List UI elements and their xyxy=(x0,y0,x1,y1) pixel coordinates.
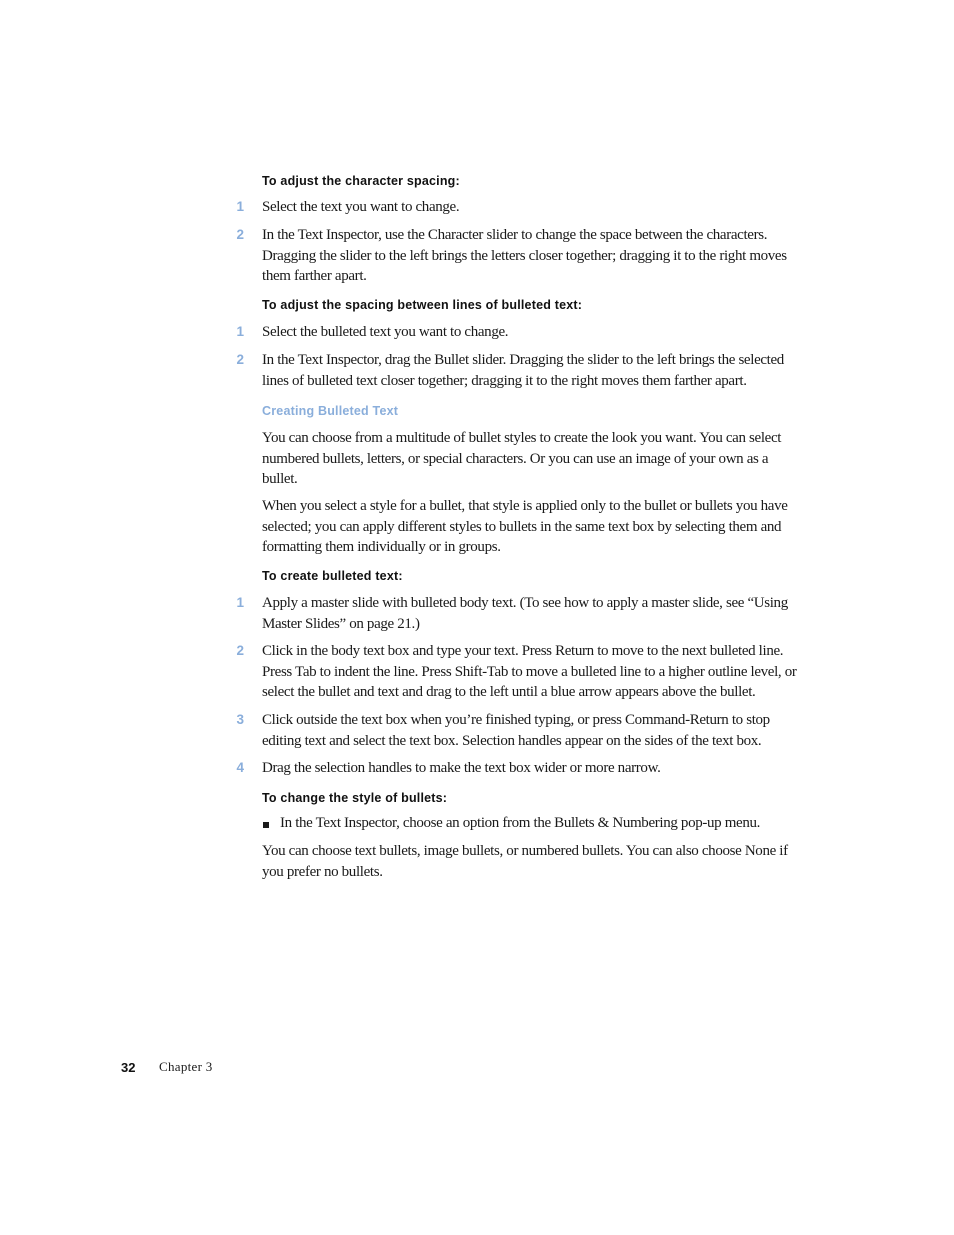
bullet-item-text: In the Text Inspector, choose an option from the Bullets & Numbering pop-up menu. xyxy=(280,815,761,831)
step-number: 2 xyxy=(236,227,244,242)
heading-character-spacing: To adjust the character spacing: xyxy=(262,174,460,188)
section-title-creating-bulleted-text: Creating Bulleted Text xyxy=(262,404,399,418)
paragraph: When you select a style for a bullet, that style is applied only to the bullet or bullets you have selected; you can apply different styles to bullets in the same text box by selecting them and formatting them individually or in groups. xyxy=(262,498,788,555)
step-text: Select the text you want to change. xyxy=(262,199,460,215)
heading-create-bulleted-text: To create bulleted text: xyxy=(262,569,403,583)
square-bullet-icon xyxy=(263,822,269,828)
step-number: 1 xyxy=(236,595,244,610)
step-number: 2 xyxy=(236,352,244,367)
step-text: Apply a master slide with bulleted body text. (To see how to apply a master slide, see “Using Master Slides” on page 21.) xyxy=(262,595,788,632)
step-text: Click outside the text box when you’re finished typing, or press Command-Return to stop editing text and select the text box. Selection handles appear on the sides of the text box. xyxy=(262,712,770,749)
step-number: 1 xyxy=(236,199,244,214)
heading-line-spacing: To adjust the spacing between lines of bulleted text: xyxy=(262,298,583,312)
page-number: 32 xyxy=(121,1060,136,1075)
step-number: 3 xyxy=(236,712,244,727)
step-number: 4 xyxy=(236,760,244,775)
step-text: In the Text Inspector, use the Character slider to change the space between the characters. Dragging the slider to the left brings the letters closer together; dragging it to the right moves them farther apart. xyxy=(262,227,787,284)
step-number: 1 xyxy=(236,324,244,339)
step-text: Click in the body text box and type your text. Press Return to move to the next bulleted line. Press Tab to indent the line. Press Shift-Tab to move a bulleted line to a higher outline level, or select the bullet and text and drag to the left until a blue arrow appears above the bullet. xyxy=(262,643,797,700)
step-text: In the Text Inspector, drag the Bullet slider. Dragging the slider to the left brings the selected lines of bulleted text closer together; dragging it to the right moves them farther apart. xyxy=(262,352,784,389)
paragraph: You can choose from a multitude of bullet styles to create the look you want. You can select numbered bullets, letters, or special characters. Or you can use an image of your own as a bullet. xyxy=(262,430,782,487)
heading-change-bullet-style: To change the style of bullets: xyxy=(262,791,448,805)
step-number: 2 xyxy=(236,643,244,658)
step-text: Drag the selection handles to make the text box wider or more narrow. xyxy=(262,760,661,776)
chapter-label: Chapter 3 xyxy=(159,1059,213,1074)
paragraph: You can choose text bullets, image bullets, or numbered bullets. You can also choose None if you prefer no bullets. xyxy=(262,843,788,880)
step-text: Select the bulleted text you want to change. xyxy=(262,324,509,340)
